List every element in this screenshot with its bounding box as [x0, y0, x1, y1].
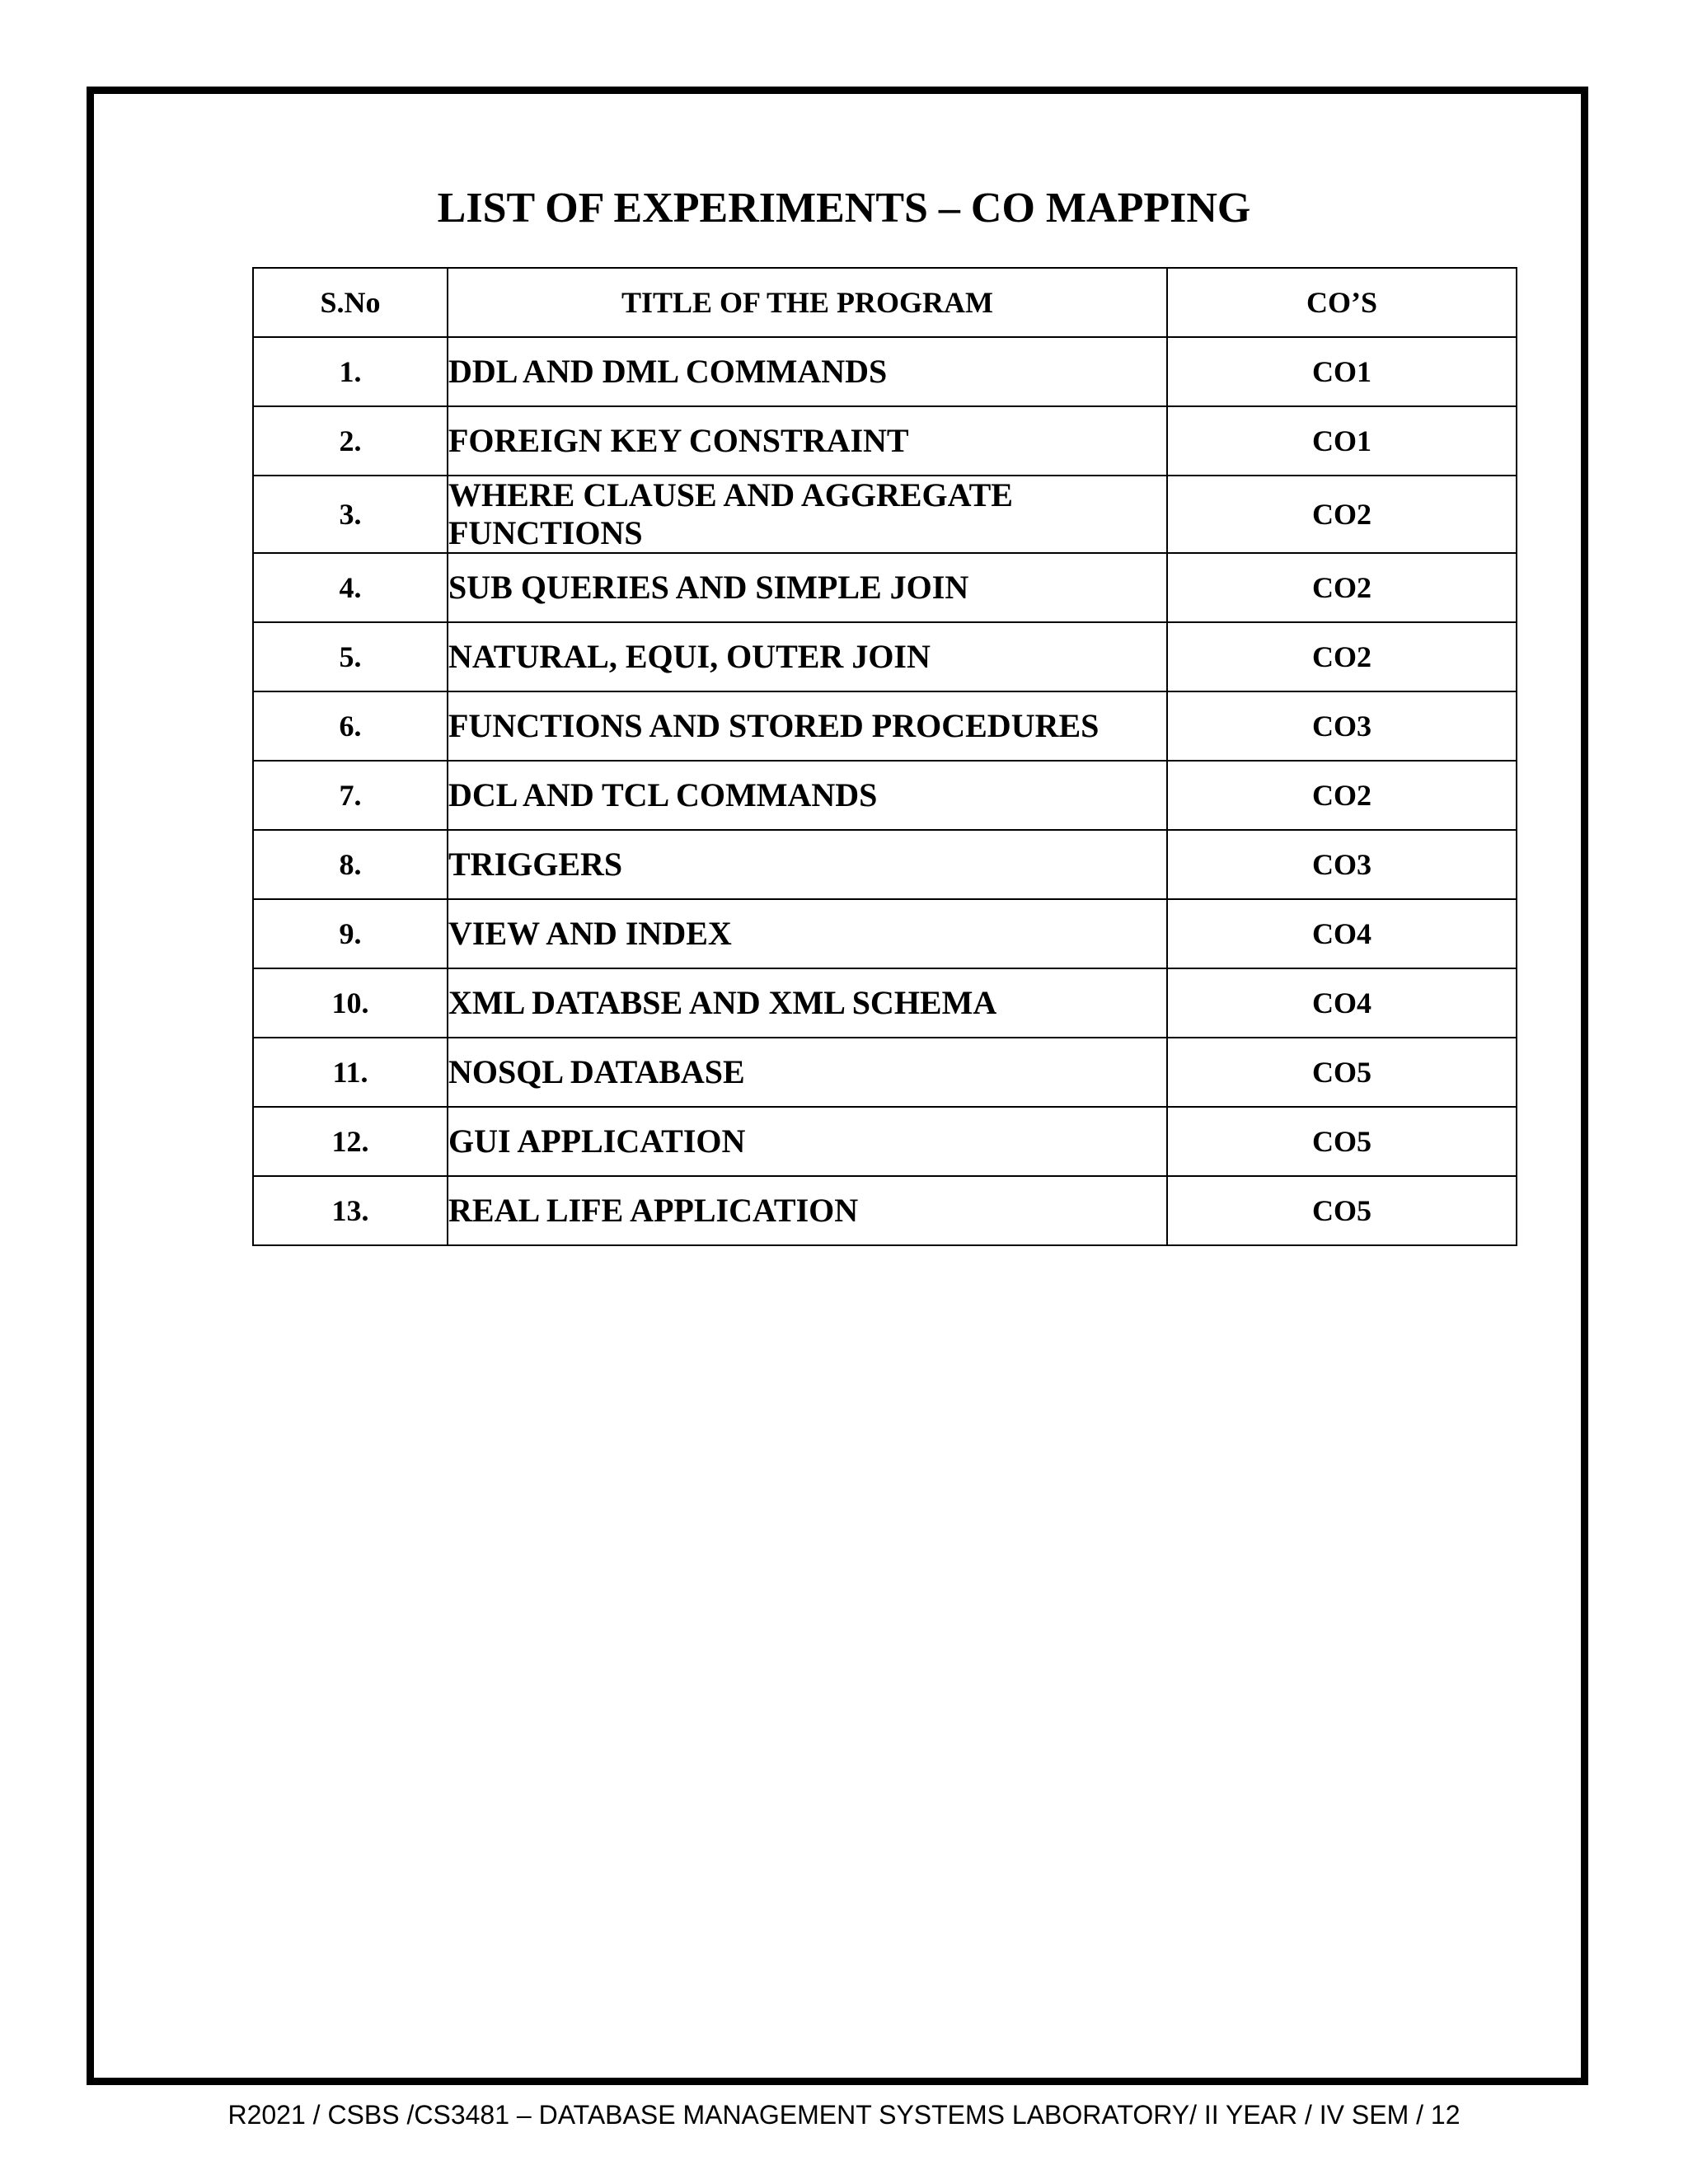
- table-row: [253, 337, 1517, 406]
- row-sno: 2.: [253, 406, 448, 476]
- table-row: [253, 968, 1517, 1038]
- table-row: [253, 476, 1517, 553]
- table-row: [253, 1176, 1517, 1245]
- row-title: DCL AND TCL COMMANDS: [448, 761, 1167, 830]
- table-row: [253, 1038, 1517, 1107]
- row-co: CO1: [1167, 337, 1517, 406]
- table-row: [253, 691, 1517, 761]
- table-row: [253, 761, 1517, 830]
- row-title: TRIGGERS: [448, 830, 1167, 899]
- row-sno: 11.: [253, 1038, 448, 1107]
- row-title: XML DATABSE AND XML SCHEMA: [448, 968, 1167, 1038]
- row-title: REAL LIFE APPLICATION: [448, 1176, 1167, 1245]
- row-sno: 9.: [253, 899, 448, 968]
- table-row: [253, 830, 1517, 899]
- row-co: CO4: [1167, 968, 1517, 1038]
- row-title: NOSQL DATABASE: [448, 1038, 1167, 1107]
- row-sno: 7.: [253, 761, 448, 830]
- row-co: CO2: [1167, 476, 1517, 553]
- row-title: VIEW AND INDEX: [448, 899, 1167, 968]
- row-co: CO2: [1167, 761, 1517, 830]
- page-title: LIST OF EXPERIMENTS – CO MAPPING: [437, 185, 1251, 232]
- row-sno: 1.: [253, 337, 448, 406]
- row-title: DDL AND DML COMMANDS: [448, 337, 1167, 406]
- row-title: SUB QUERIES AND SIMPLE JOIN: [448, 553, 1167, 622]
- experiments-table: [252, 267, 1517, 1246]
- table-row: [253, 553, 1517, 622]
- page-footer: R2021 / CSBS /CS3481 – DATABASE MANAGEMENT SYSTEMS LABORATORY/ II YEAR / IV SEM / 12: [227, 2100, 1461, 2130]
- row-title: GUI APPLICATION: [448, 1107, 1167, 1176]
- table-body: [253, 337, 1517, 1245]
- row-co: CO3: [1167, 830, 1517, 899]
- row-co: CO2: [1167, 622, 1517, 691]
- table-row: [253, 1107, 1517, 1176]
- row-sno: 4.: [253, 553, 448, 622]
- row-title: FUNCTIONS AND STORED PROCEDURES: [448, 691, 1167, 761]
- row-co: CO5: [1167, 1038, 1517, 1107]
- row-title: FOREIGN KEY CONSTRAINT: [448, 406, 1167, 476]
- row-sno: 13.: [253, 1176, 448, 1245]
- table-row: [253, 406, 1517, 476]
- header-co: CO’S: [1167, 268, 1517, 337]
- row-sno: 8.: [253, 830, 448, 899]
- row-co: CO1: [1167, 406, 1517, 476]
- row-co: CO5: [1167, 1107, 1517, 1176]
- row-sno: 10.: [253, 968, 448, 1038]
- table-row: [253, 622, 1517, 691]
- row-sno: 12.: [253, 1107, 448, 1176]
- table-row: [253, 899, 1517, 968]
- row-co: CO3: [1167, 691, 1517, 761]
- row-co: CO5: [1167, 1176, 1517, 1245]
- row-co: CO2: [1167, 553, 1517, 622]
- table-header-row: [253, 268, 1517, 337]
- row-title: NATURAL, EQUI, OUTER JOIN: [448, 622, 1167, 691]
- header-sno: S.No: [253, 268, 448, 337]
- row-co: CO4: [1167, 899, 1517, 968]
- row-title: WHERE CLAUSE AND AGGREGATE FUNCTIONS: [448, 476, 1167, 553]
- row-sno: 6.: [253, 691, 448, 761]
- row-sno: 3.: [253, 476, 448, 553]
- row-sno: 5.: [253, 622, 448, 691]
- header-title: TITLE OF THE PROGRAM: [448, 268, 1167, 337]
